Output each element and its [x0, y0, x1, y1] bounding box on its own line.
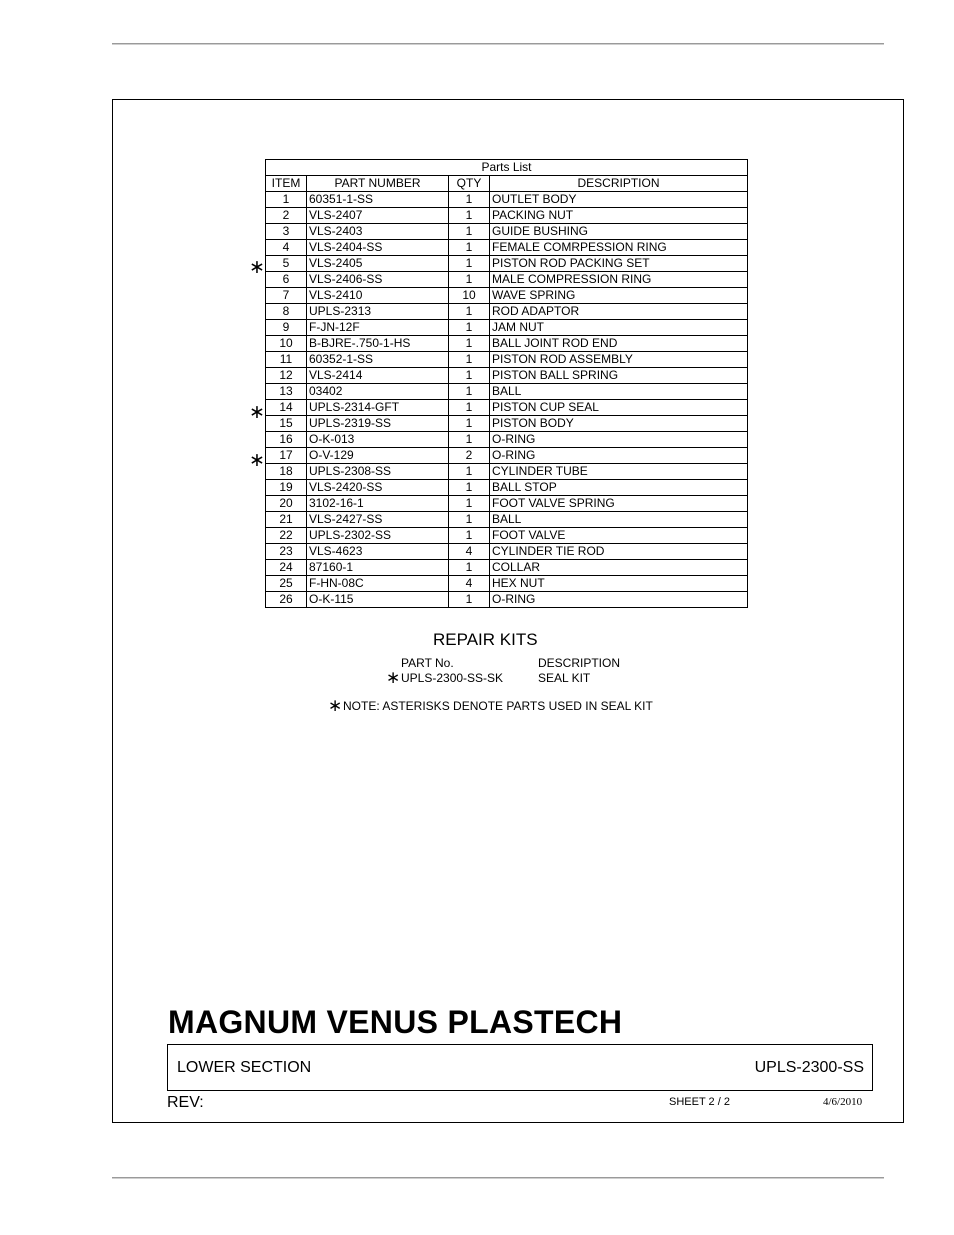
- cell-part-number: 3102-16-1: [307, 496, 449, 512]
- col-header-qty: QTY: [449, 176, 490, 192]
- table-row: [266, 272, 748, 288]
- cell-description: PISTON BODY: [490, 416, 748, 432]
- drawing-date: 4/6/2010: [823, 1096, 863, 1108]
- cell-item: 17: [266, 448, 307, 464]
- cell-description: PACKING NUT: [490, 208, 748, 224]
- cell-qty: 1: [449, 400, 490, 416]
- revision-label: REV:: [167, 1094, 204, 1111]
- cell-description: FOOT VALVE SPRING: [490, 496, 748, 512]
- table-row: [266, 416, 748, 432]
- cell-description: PISTON BALL SPRING: [490, 368, 748, 384]
- section-name: LOWER SECTION: [177, 1059, 312, 1076]
- cell-item: 20: [266, 496, 307, 512]
- table-row: [266, 208, 748, 224]
- cell-item: 2: [266, 208, 307, 224]
- cell-item: 12: [266, 368, 307, 384]
- cell-item: 8: [266, 304, 307, 320]
- cell-part-number: F-HN-08C: [307, 576, 449, 592]
- table-row: [266, 192, 748, 208]
- cell-item: 26: [266, 592, 307, 608]
- cell-qty: 1: [449, 416, 490, 432]
- cell-item: 24: [266, 560, 307, 576]
- cell-part-number: 03402: [307, 384, 449, 400]
- cell-item: 22: [266, 528, 307, 544]
- cell-description: O-RING: [490, 592, 748, 608]
- cell-item: 10: [266, 336, 307, 352]
- cell-item: 1: [266, 192, 307, 208]
- cell-item: 23: [266, 544, 307, 560]
- table-row: [266, 256, 748, 272]
- cell-description: HEX NUT: [490, 576, 748, 592]
- header-rule: [112, 43, 884, 45]
- cell-part-number: UPLS-2314-GFT: [307, 400, 449, 416]
- cell-qty: 1: [449, 208, 490, 224]
- cell-qty: 4: [449, 576, 490, 592]
- cell-part-number: VLS-2404-SS: [307, 240, 449, 256]
- cell-item: 25: [266, 576, 307, 592]
- table-row: [266, 480, 748, 496]
- cell-item: 15: [266, 416, 307, 432]
- cell-qty: 1: [449, 480, 490, 496]
- repair-kits-description-header: DESCRIPTION: [538, 656, 621, 670]
- cell-item: 4: [266, 240, 307, 256]
- cell-description: BALL JOINT ROD END: [490, 336, 748, 352]
- cell-part-number: O-K-115: [307, 592, 449, 608]
- cell-item: 11: [266, 352, 307, 368]
- cell-part-number: UPLS-2313: [307, 304, 449, 320]
- cell-qty: 1: [449, 336, 490, 352]
- cell-item: 9: [266, 320, 307, 336]
- cell-qty: 1: [449, 560, 490, 576]
- col-header-part-number: PART NUMBER: [307, 176, 449, 192]
- asterisk-icon: ∗: [249, 402, 265, 423]
- cell-part-number: UPLS-2302-SS: [307, 528, 449, 544]
- cell-item: 3: [266, 224, 307, 240]
- cell-part-number: VLS-2420-SS: [307, 480, 449, 496]
- asterisk-icon: ∗: [386, 668, 401, 687]
- cell-part-number: 87160-1: [307, 560, 449, 576]
- cell-description: WAVE SPRING: [490, 288, 748, 304]
- cell-description: OUTLET BODY: [490, 192, 748, 208]
- asterisk-icon: ∗: [249, 450, 265, 471]
- cell-part-number: VLS-2410: [307, 288, 449, 304]
- cell-item: 14: [266, 400, 307, 416]
- table-row: [266, 384, 748, 400]
- cell-description: PISTON CUP SEAL: [490, 400, 748, 416]
- table-row: [266, 464, 748, 480]
- table-row: [266, 592, 748, 608]
- table-row: [266, 224, 748, 240]
- cell-qty: 1: [449, 464, 490, 480]
- parts-list-table: [265, 159, 748, 608]
- cell-part-number: F-JN-12F: [307, 320, 449, 336]
- cell-part-number: VLS-2407: [307, 208, 449, 224]
- cell-qty: 1: [449, 384, 490, 400]
- cell-description: COLLAR: [490, 560, 748, 576]
- cell-part-number: VLS-2405: [307, 256, 449, 272]
- table-row: [266, 368, 748, 384]
- cell-description: ROD ADAPTOR: [490, 304, 748, 320]
- cell-description: PISTON ROD ASSEMBLY: [490, 352, 748, 368]
- table-row: [266, 336, 748, 352]
- parts-list-body: [266, 192, 748, 608]
- cell-item: 6: [266, 272, 307, 288]
- cell-item: 16: [266, 432, 307, 448]
- table-row: [266, 576, 748, 592]
- asterisk-note: NOTE: ASTERISKS DENOTE PARTS USED IN SEAL KIT: [343, 699, 653, 713]
- cell-part-number: O-V-129: [307, 448, 449, 464]
- cell-qty: 1: [449, 272, 490, 288]
- cell-part-number: B-BJRE-.750-1-HS: [307, 336, 449, 352]
- cell-qty: 1: [449, 496, 490, 512]
- cell-qty: 1: [449, 352, 490, 368]
- cell-description: FEMALE COMRPESSION RING: [490, 240, 748, 256]
- sheet-number: SHEET 2 / 2: [669, 1096, 730, 1108]
- cell-qty: 1: [449, 192, 490, 208]
- repair-kit-description: SEAL KIT: [538, 671, 591, 685]
- cell-part-number: VLS-2403: [307, 224, 449, 240]
- cell-qty: 1: [449, 256, 490, 272]
- cell-qty: 10: [449, 288, 490, 304]
- col-header-item: ITEM: [266, 176, 307, 192]
- cell-part-number: VLS-2406-SS: [307, 272, 449, 288]
- table-row: [266, 528, 748, 544]
- cell-description: CYLINDER TUBE: [490, 464, 748, 480]
- cell-qty: 1: [449, 432, 490, 448]
- cell-part-number: 60351-1-SS: [307, 192, 449, 208]
- table-row: [266, 352, 748, 368]
- drawing-number: UPLS-2300-SS: [754, 1059, 864, 1076]
- cell-description: BALL STOP: [490, 480, 748, 496]
- cell-item: 7: [266, 288, 307, 304]
- footer-rule: [112, 1177, 884, 1179]
- cell-qty: 4: [449, 544, 490, 560]
- cell-part-number: VLS-2414: [307, 368, 449, 384]
- cell-description: MALE COMPRESSION RING: [490, 272, 748, 288]
- cell-qty: 1: [449, 240, 490, 256]
- cell-part-number: 60352-1-SS: [307, 352, 449, 368]
- table-row: [266, 544, 748, 560]
- table-row: [266, 560, 748, 576]
- table-row: [266, 320, 748, 336]
- cell-qty: 1: [449, 304, 490, 320]
- repair-kits-part-header: PART No.: [401, 656, 454, 670]
- table-row: [266, 432, 748, 448]
- cell-description: BALL: [490, 512, 748, 528]
- cell-part-number: VLS-4623: [307, 544, 449, 560]
- cell-part-number: O-K-013: [307, 432, 449, 448]
- cell-item: 5: [266, 256, 307, 272]
- asterisk-icon: ∗: [328, 696, 343, 715]
- asterisk-icon: ∗: [249, 257, 265, 278]
- parts-list-title: Parts List: [266, 160, 748, 176]
- title-block: [167, 1044, 873, 1091]
- cell-qty: 1: [449, 592, 490, 608]
- cell-part-number: UPLS-2308-SS: [307, 464, 449, 480]
- cell-description: O-RING: [490, 448, 748, 464]
- table-row: [266, 288, 748, 304]
- repair-kits-title: REPAIR KITS: [433, 630, 538, 649]
- cell-description: JAM NUT: [490, 320, 748, 336]
- cell-part-number: UPLS-2319-SS: [307, 416, 449, 432]
- cell-description: O-RING: [490, 432, 748, 448]
- cell-qty: 1: [449, 224, 490, 240]
- cell-qty: 1: [449, 368, 490, 384]
- table-row: [266, 240, 748, 256]
- table-row: [266, 448, 748, 464]
- cell-part-number: VLS-2427-SS: [307, 512, 449, 528]
- cell-qty: 1: [449, 528, 490, 544]
- col-header-description: DESCRIPTION: [490, 176, 748, 192]
- table-row: [266, 304, 748, 320]
- drawing-sheet: [112, 99, 904, 1123]
- cell-qty: 1: [449, 320, 490, 336]
- cell-qty: 1: [449, 512, 490, 528]
- table-row: [266, 496, 748, 512]
- cell-item: 18: [266, 464, 307, 480]
- cell-description: FOOT VALVE: [490, 528, 748, 544]
- cell-description: GUIDE BUSHING: [490, 224, 748, 240]
- cell-qty: 2: [449, 448, 490, 464]
- cell-description: CYLINDER TIE ROD: [490, 544, 748, 560]
- repair-kit-part-number: UPLS-2300-SS-SK: [401, 671, 504, 685]
- table-row: [266, 512, 748, 528]
- cell-item: 19: [266, 480, 307, 496]
- table-row: [266, 400, 748, 416]
- cell-item: 21: [266, 512, 307, 528]
- cell-description: BALL: [490, 384, 748, 400]
- cell-item: 13: [266, 384, 307, 400]
- company-name: MAGNUM VENUS PLASTECH: [168, 1004, 623, 1040]
- cell-description: PISTON ROD PACKING SET: [490, 256, 748, 272]
